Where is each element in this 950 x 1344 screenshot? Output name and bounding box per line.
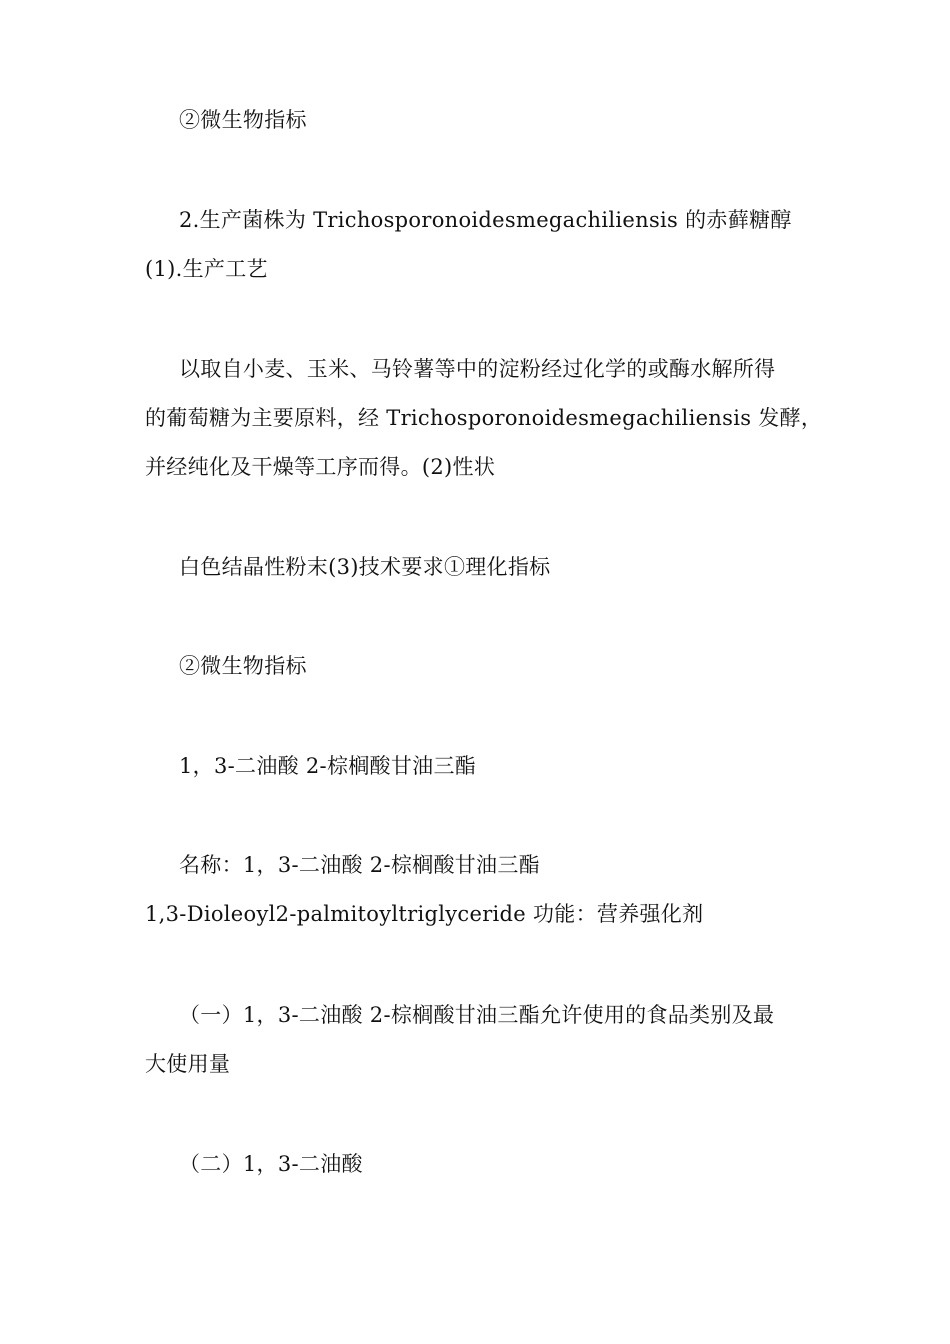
text-line: 大使用量 xyxy=(145,1052,231,1076)
text-line: 2.生产菌株为 Trichosporonoidesmegachiliensis 的赤藓糖醇 xyxy=(179,208,792,232)
text-line: （一）1，3-二油酸 2-棕榈酸甘油三酯允许使用的食品类别及最 xyxy=(179,1003,775,1027)
paragraph-strain-heading xyxy=(145,196,815,294)
text-line: 并经纯化及干燥等工序而得。(2)性状 xyxy=(145,455,496,479)
text-line: 以取自小麦、玉米、马铃薯等中的淀粉经过化学的或酶水解所得 xyxy=(179,357,776,381)
text-line: ②微生物指标 xyxy=(179,108,307,132)
text-line: （二）1，3-二油酸 xyxy=(179,1152,363,1176)
text-line: (1).生产工艺 xyxy=(145,257,268,281)
paragraph-opo-heading xyxy=(145,742,815,791)
paragraph-section-one xyxy=(145,991,815,1089)
text-line: 1，3-二油酸 2-棕榈酸甘油三酯 xyxy=(179,754,477,778)
paragraph-microbial-indicator-1 xyxy=(145,96,815,145)
paragraph-appearance xyxy=(145,543,815,592)
paragraph-production-process xyxy=(145,345,823,492)
text-line: ②微生物指标 xyxy=(179,654,307,678)
text-line: 1,3-Dioleoyl2-palmitoyltriglyceride 功能：营养强化剂 xyxy=(145,902,704,926)
text-line: 的葡萄糖为主要原料，经 Trichosporonoidesmegachiliensis 发酵， xyxy=(145,406,823,430)
paragraph-section-two xyxy=(145,1140,815,1189)
text-line: 白色结晶性粉末(3)技术要求①理化指标 xyxy=(179,555,551,579)
paragraph-microbial-indicator-2 xyxy=(145,642,815,691)
text-line: 名称：1，3-二油酸 2-棕榈酸甘油三酯 xyxy=(179,853,540,877)
paragraph-name-function xyxy=(145,841,815,939)
